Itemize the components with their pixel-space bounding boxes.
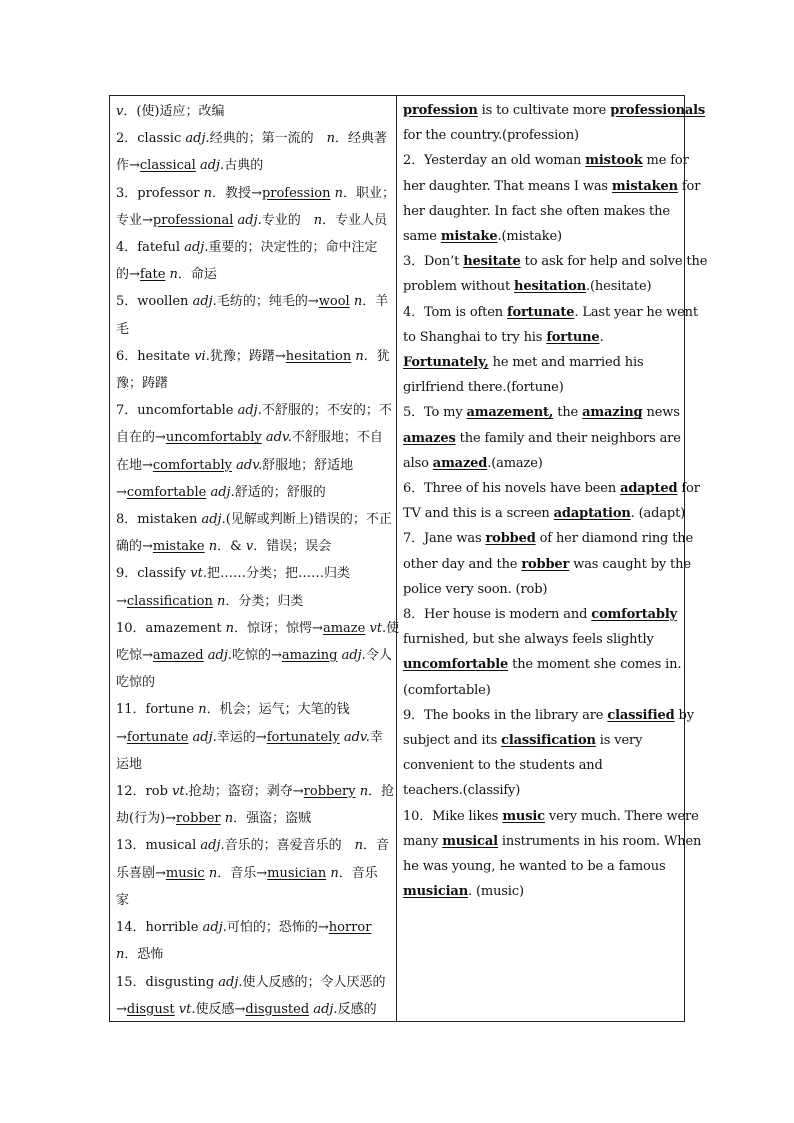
part-of-speech-label: n <box>326 131 336 147</box>
word-family-line <box>116 887 390 914</box>
text-segment: (见解或判断上)错误的；不正 <box>225 512 392 528</box>
text-segment: .(amaze) <box>487 455 543 471</box>
part-of-speech-label: vt. <box>369 620 387 636</box>
text-segment: 使反感→ <box>195 1001 246 1017</box>
text-segment: subject and its <box>403 733 502 749</box>
text-segment: 13．musical <box>116 838 201 854</box>
text-segment: same <box>403 229 441 245</box>
word-family-line <box>116 696 390 723</box>
text-segment: of her diamond ring the <box>535 531 694 547</box>
text-segment: 2．Yesterday an old woman <box>403 153 586 169</box>
word-family-line <box>116 343 390 370</box>
text-segment: 舒适的；舒服的 <box>234 484 326 500</box>
text-segment: 古典的 <box>224 158 264 174</box>
exercise-line <box>403 375 707 400</box>
word-family-line <box>116 533 390 560</box>
word-family-line <box>116 588 390 615</box>
text-segment: 确的→ <box>116 539 153 555</box>
answer-word: robber <box>521 556 570 572</box>
word-family-line <box>116 397 390 424</box>
text-segment: 专业的 <box>261 212 314 228</box>
answer-word: professional <box>152 212 234 228</box>
answer-word: profession <box>403 103 478 118</box>
exercise-line <box>403 879 707 904</box>
exercise-line <box>403 627 707 652</box>
text-segment: 作→ <box>116 158 140 174</box>
answer-word: disgust <box>126 1001 175 1017</box>
text-segment: 14．horrible <box>116 920 203 936</box>
text-segment: 自在的→ <box>116 430 166 446</box>
text-segment: ．音 <box>363 838 390 854</box>
text-segment: 6．hesitate <box>116 348 195 364</box>
part-of-speech-label: n <box>355 348 364 364</box>
part-of-speech-label: adv. <box>265 430 292 446</box>
text-segment: many <box>403 833 443 849</box>
text-segment: teachers.(classify) <box>403 783 521 799</box>
text-segment: 毛 <box>116 321 130 337</box>
part-of-speech-label: adv. <box>236 457 263 473</box>
answer-word: classification <box>126 593 213 609</box>
text-segment: he was young, he wanted to be a famous <box>403 859 666 875</box>
exercise-line <box>403 476 707 501</box>
text-segment: 经典的；第一流的 <box>209 131 327 147</box>
word-family-line <box>116 288 390 315</box>
exercise-line <box>403 98 707 123</box>
part-of-speech-label: v <box>245 539 254 555</box>
text-segment: 4．fateful <box>116 240 185 256</box>
word-family-line <box>116 234 390 261</box>
exercise-line <box>403 300 707 325</box>
part-of-speech-label: adj. <box>313 1001 338 1017</box>
text-segment: ．职业； <box>343 185 396 201</box>
text-segment: news <box>642 405 680 421</box>
answer-word: uncomfortable <box>403 657 509 673</box>
word-family-line <box>116 669 390 696</box>
text-segment: 幸运的→ <box>216 729 267 745</box>
part-of-speech-label: adj. <box>237 212 262 228</box>
text-segment: ．(使)适应；改编 <box>123 104 225 119</box>
part-of-speech-label: n <box>359 784 369 800</box>
exercise-line <box>403 652 707 677</box>
text-segment: was caught by the <box>569 556 691 572</box>
answer-word: robbed <box>485 531 536 547</box>
answer-word: uncomfortably <box>165 430 262 446</box>
word-family-line <box>116 125 390 152</box>
text-segment: 6．Three of his novels have been <box>403 481 621 497</box>
answer-word: amaze <box>322 620 366 636</box>
exercise-line <box>403 778 707 803</box>
text-segment: ．音乐→ <box>217 865 268 881</box>
word-family-line <box>116 778 395 805</box>
text-segment: furnished, but she always feels slightly <box>403 632 654 648</box>
text-segment: 使人反感的；令人厌恶的 <box>242 974 386 990</box>
part-of-speech-label: n <box>225 620 235 636</box>
answer-word: hesitate <box>463 254 521 270</box>
text-segment: 2．classic <box>116 131 186 147</box>
text-segment: → <box>116 593 127 609</box>
answer-word: mistaken <box>611 178 678 194</box>
answer-word: amazed <box>432 455 488 471</box>
text-segment: to Shanghai to try his <box>403 329 547 345</box>
word-family-line <box>116 180 396 207</box>
exercise-line <box>403 678 707 703</box>
part-of-speech-label: adj. <box>202 920 227 936</box>
text-segment: ．经典著 <box>335 131 388 147</box>
word-family-line <box>116 914 390 941</box>
exercise-line <box>403 577 707 602</box>
text-segment: 舒服地；舒适地 <box>262 457 354 473</box>
part-of-speech-label: n <box>208 865 218 881</box>
answer-word: wool <box>318 294 350 310</box>
part-of-speech-label: n <box>334 185 344 201</box>
part-of-speech-label: adj. <box>200 838 225 854</box>
answer-word: comfortably <box>591 607 678 623</box>
text-segment: 使 <box>386 620 400 636</box>
text-segment: ．惊讶；惊愕→ <box>234 620 323 636</box>
part-of-speech-label: vi. <box>194 348 210 364</box>
text-segment: the family and their neighbors are <box>455 430 681 446</box>
part-of-speech-label: adj. <box>341 648 366 664</box>
text-segment: is to cultivate more <box>477 103 611 118</box>
answer-word: hesitation <box>285 348 352 364</box>
text-segment: .(hesitate) <box>586 279 652 295</box>
part-of-speech-label: adj. <box>185 131 210 147</box>
exercise-line <box>403 224 707 249</box>
answer-word: musician <box>403 884 468 900</box>
text-segment: 专业→ <box>116 212 153 228</box>
text-segment: 5．woollen <box>116 294 193 310</box>
text-segment: police very soon. (rob) <box>403 581 548 597</box>
part-of-speech-label: n <box>208 539 218 555</box>
answer-word: professionals <box>610 103 706 118</box>
exercise-line <box>403 552 707 577</box>
answer-word: comfortable <box>126 484 207 500</box>
text-segment: 把……分类；把……归类 <box>206 566 350 582</box>
word-family-line <box>116 642 390 669</box>
text-segment: 12．rob <box>116 784 173 800</box>
vocabulary-table <box>109 95 708 1022</box>
part-of-speech-label: adj. <box>237 403 262 419</box>
word-family-column <box>110 96 400 1021</box>
text-segment: ．机会；运气；大笔的钱 <box>206 702 350 718</box>
answer-word: hesitation <box>514 279 587 295</box>
exercise-line <box>403 325 707 350</box>
part-of-speech-label: vt. <box>190 566 207 582</box>
text-segment: 抢劫；盗窃；剥夺→ <box>188 784 304 800</box>
part-of-speech-label: adv. <box>343 729 370 745</box>
exercise-line <box>403 199 707 224</box>
part-of-speech-label: adj. <box>207 648 232 664</box>
word-family-line <box>116 152 390 179</box>
text-segment: 8．mistaken <box>116 512 202 528</box>
exercise-column <box>397 96 713 1021</box>
text-segment: he met and married his <box>488 355 644 371</box>
word-family-line <box>116 506 390 533</box>
part-of-speech-label: v <box>116 104 124 119</box>
text-segment: 犹豫；踌躇→ <box>209 348 286 364</box>
text-segment: 乐喜剧→ <box>116 865 166 881</box>
word-family-line <box>116 316 390 343</box>
text-segment: 毛纺的；纯毛的→ <box>216 294 319 310</box>
answer-word: adaptation <box>553 506 631 522</box>
exercise-line <box>403 526 707 551</box>
answer-word: mistake <box>440 229 498 245</box>
text-segment: 豫；踌躇 <box>116 376 169 392</box>
exercise-line <box>403 829 707 854</box>
text-segment: 8．Her house is modern and <box>403 607 592 623</box>
exercise-line <box>403 602 707 627</box>
word-family-line <box>116 560 390 587</box>
text-segment: ．恐怖 <box>124 947 164 963</box>
text-segment: 7．Jane was <box>403 531 486 547</box>
answer-word: adapted <box>620 481 678 497</box>
text-segment: 可怕的；恐怖的→ <box>226 920 329 936</box>
text-segment: for <box>677 178 701 194</box>
word-family-line <box>116 805 390 832</box>
text-segment: ．教授→ <box>212 185 262 201</box>
word-family-line <box>116 261 390 288</box>
part-of-speech-label: vt. <box>178 1001 196 1017</box>
word-family-line <box>116 479 390 506</box>
answer-word: robber <box>176 811 221 827</box>
part-of-speech-label: n <box>354 838 364 854</box>
text-segment: 吃惊→ <box>116 648 153 664</box>
text-segment: girlfriend there.(fortune) <box>403 380 564 396</box>
answer-word: amazing <box>281 648 338 664</box>
part-of-speech-label: n <box>116 947 125 963</box>
exercise-line <box>403 451 707 476</box>
answer-word: fortunate <box>507 304 575 320</box>
text-segment: also <box>403 455 433 471</box>
text-segment: ．抢 <box>368 784 395 800</box>
text-segment: 11．fortune <box>116 702 199 718</box>
text-segment: 10．Mike likes <box>403 808 503 824</box>
text-segment: 10．amazement <box>116 620 226 636</box>
part-of-speech-label: adj. <box>184 240 209 256</box>
text-segment: 15．disgusting <box>116 974 219 990</box>
text-segment: the <box>553 405 583 421</box>
answer-word: music <box>502 808 545 824</box>
text-segment: 重要的；决定性的；命中注定 <box>208 240 378 256</box>
part-of-speech-label: n <box>217 593 226 609</box>
text-segment: 3．Don’t <box>403 254 464 270</box>
answer-word: amazement, <box>466 405 554 421</box>
part-of-speech-label: n <box>353 294 363 310</box>
answer-word: horror <box>328 920 372 936</box>
text-segment: to ask for help and solve the <box>520 254 708 270</box>
text-segment: by <box>674 707 694 723</box>
word-family-line <box>116 832 390 859</box>
text-segment: 在地→ <box>116 457 153 473</box>
answer-word: classified <box>607 707 675 723</box>
answer-word: musical <box>442 833 498 849</box>
answer-word: musician <box>267 865 327 881</box>
text-segment: 4．Tom is often <box>403 304 507 320</box>
text-segment: 幸 <box>369 729 383 745</box>
text-segment: her daughter. In fact she often makes the <box>403 203 670 219</box>
part-of-speech-label: n <box>224 811 234 827</box>
part-of-speech-label: vt. <box>172 784 189 800</box>
text-segment: is very <box>595 733 643 749</box>
text-segment: 音乐的；喜爱音乐的 <box>224 838 355 854</box>
text-segment: 家 <box>116 892 130 908</box>
exercise-line <box>403 703 707 728</box>
text-segment: 7．uncomfortable <box>116 403 238 419</box>
answer-word: mistook <box>585 153 643 169</box>
text-segment: 吃惊的 <box>116 675 156 691</box>
part-of-speech-label: n <box>313 212 323 228</box>
word-family-line <box>116 370 390 397</box>
text-segment: 吃惊的→ <box>232 648 282 664</box>
text-segment: 3．professor <box>116 185 204 201</box>
part-of-speech-label: n <box>330 865 339 881</box>
text-segment: me for <box>642 153 689 169</box>
word-family-line <box>116 615 400 642</box>
answer-word: fate <box>139 267 166 283</box>
exercise-line <box>403 753 707 778</box>
exercise-line <box>403 400 707 425</box>
part-of-speech-label: adj. <box>218 974 243 990</box>
answer-word: profession <box>261 185 331 201</box>
part-of-speech-label: n <box>203 185 213 201</box>
word-family-line <box>116 207 390 234</box>
text-segment: ．强盗；盗贼 <box>233 811 312 827</box>
part-of-speech-label: adj. <box>199 158 225 174</box>
text-segment: 9．classify <box>116 566 191 582</box>
text-segment: 劫(行为)→ <box>116 811 177 827</box>
exercise-line <box>403 804 707 829</box>
text-segment: (comfortable) <box>403 682 491 698</box>
text-segment: very much. There were <box>544 808 699 824</box>
text-segment: → <box>116 729 127 745</box>
text-segment: → <box>116 1001 127 1017</box>
text-segment: 的→ <box>116 267 140 283</box>
answer-word: mistake <box>152 539 205 555</box>
text-segment: ．命运 <box>177 267 217 283</box>
text-segment: problem without <box>403 279 515 295</box>
text-segment: . Last year he went <box>574 304 698 320</box>
text-segment: ．音乐 <box>338 865 378 881</box>
text-segment: 不舒服地；不自 <box>291 430 383 446</box>
answer-word: amazes <box>403 430 456 446</box>
word-family-line <box>116 969 390 996</box>
exercise-line <box>403 123 707 148</box>
text-segment: convenient to the students and <box>403 758 603 774</box>
word-family-line <box>116 996 390 1023</box>
answer-word: Fortunately, <box>403 355 489 371</box>
part-of-speech-label: n <box>169 267 178 283</box>
text-segment: 运地 <box>116 756 143 772</box>
exercise-line <box>403 148 707 173</box>
word-family-line <box>116 751 390 778</box>
exercise-line <box>403 426 707 451</box>
text-segment: 反感的 <box>337 1001 377 1017</box>
exercise-line <box>403 274 707 299</box>
exercise-line <box>403 174 707 199</box>
answer-word: fortunate <box>126 729 189 745</box>
word-family-line <box>116 424 390 451</box>
text-segment: 9．The books in the library are <box>403 707 608 723</box>
answer-word: fortunately <box>266 729 340 745</box>
text-segment: → <box>116 484 127 500</box>
text-segment: for the country.(profession) <box>403 128 579 144</box>
answer-word: amazed <box>152 648 204 664</box>
text-segment: ．专业人员 <box>322 212 388 228</box>
exercise-line <box>403 249 707 274</box>
part-of-speech-label: adj. <box>201 512 226 528</box>
word-family-line <box>116 941 390 968</box>
text-segment: the moment she comes in. <box>508 657 682 673</box>
text-segment: other day and the <box>403 556 522 572</box>
text-segment: ．分类；归类 <box>225 593 304 609</box>
part-of-speech-label: n <box>198 702 207 718</box>
text-segment: . <box>599 329 604 345</box>
answer-word: classification <box>501 733 596 749</box>
answer-word: robbery <box>303 784 356 800</box>
answer-word: amazing <box>582 405 643 421</box>
text-segment: 不舒服的；不安的；不 <box>261 403 392 419</box>
answer-word: fortune <box>546 329 600 345</box>
word-family-line <box>116 452 390 479</box>
answer-word: disgusted <box>245 1001 310 1017</box>
text-segment: instruments in his room. When <box>497 833 702 849</box>
exercise-line <box>403 501 707 526</box>
exercise-line <box>403 854 707 879</box>
text-segment: TV and this is a screen <box>403 506 554 522</box>
part-of-speech-label: adj. <box>192 729 217 745</box>
text-segment: ．羊 <box>362 294 389 310</box>
exercise-line <box>403 728 707 753</box>
text-segment: ．犹 <box>363 348 390 364</box>
text-segment: for <box>677 481 700 497</box>
text-segment: . (music) <box>468 884 524 900</box>
word-family-line <box>116 98 390 125</box>
text-segment: . (adapt) <box>630 506 686 522</box>
text-segment: her daughter. That means I was <box>403 178 612 194</box>
text-segment: ．错误；误会 <box>253 539 332 555</box>
text-segment: .(mistake) <box>497 229 562 245</box>
answer-word: comfortably <box>152 457 232 473</box>
answer-word: music <box>165 865 205 881</box>
part-of-speech-label: adj. <box>210 484 235 500</box>
text-segment: 5．To my <box>403 405 467 421</box>
word-family-line <box>116 860 390 887</box>
text-segment: 令人 <box>365 648 392 664</box>
answer-word: classical <box>139 158 196 174</box>
text-segment: ．& <box>217 539 246 555</box>
word-family-line <box>116 724 390 751</box>
exercise-line <box>403 350 707 375</box>
part-of-speech-label: adj. <box>192 294 217 310</box>
